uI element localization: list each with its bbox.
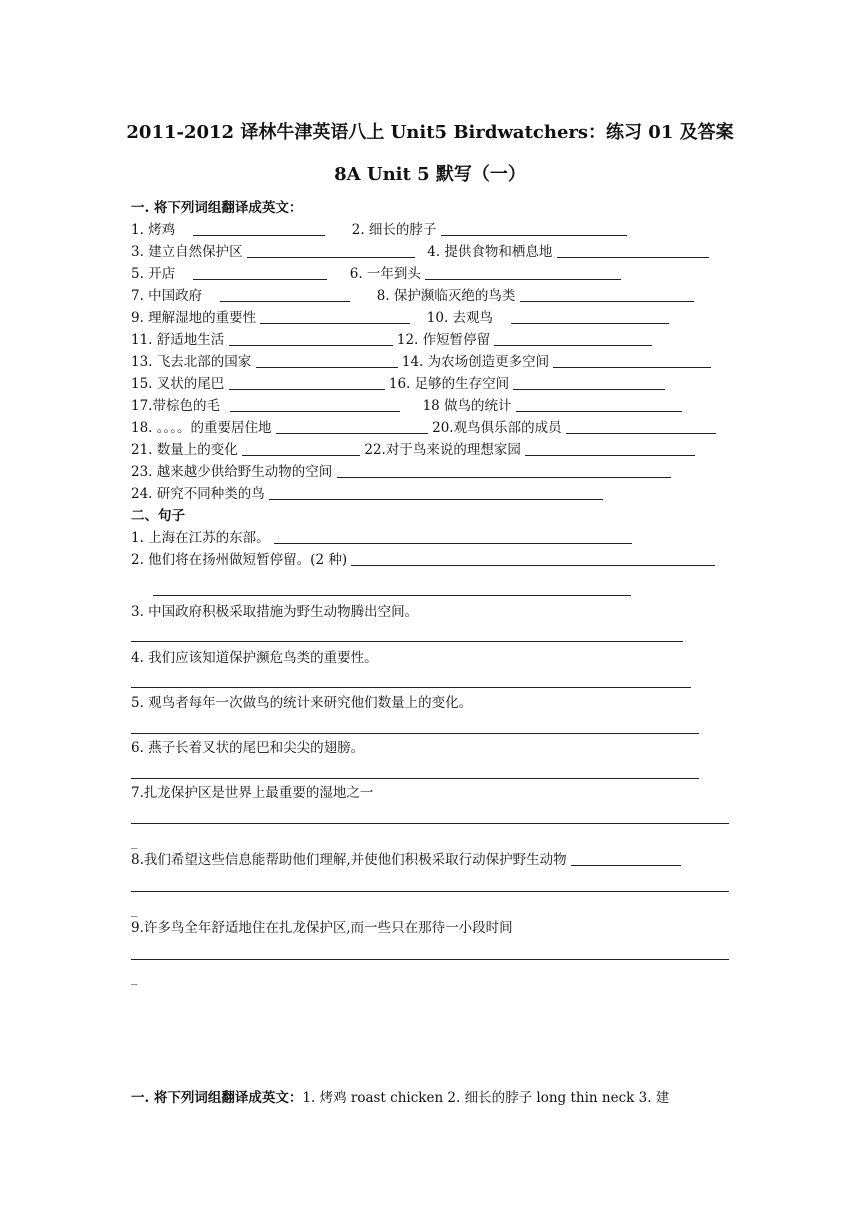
answers-heading: 一. 将下列词组翻译成英文： xyxy=(131,1090,303,1106)
vocab-row: 3. 建立自然保护区 4. 提供食物和栖息地 xyxy=(131,243,709,261)
answer-blank[interactable] xyxy=(525,441,695,456)
answer-line[interactable] xyxy=(131,733,699,734)
answer-line[interactable] xyxy=(131,778,699,779)
answer-blank[interactable] xyxy=(511,309,669,324)
continuation-mark: _ xyxy=(131,971,138,986)
sentence-item: 9.许多鸟全年舒适地住在扎龙保护区,而一些只在那待一小段时间 xyxy=(131,920,513,936)
answer-blank[interactable] xyxy=(220,287,350,302)
answer-blank[interactable] xyxy=(276,419,428,434)
answer-blank[interactable] xyxy=(571,851,681,866)
vocab-row: 11. 舒适地生活 12. 作短暂停留 xyxy=(131,331,652,349)
answer-blank[interactable] xyxy=(337,463,671,478)
sentence-item: 6. 燕子长着叉状的尾巴和尖尖的翅膀。 xyxy=(131,740,365,756)
answer-blank[interactable] xyxy=(242,441,360,456)
answer-blank[interactable] xyxy=(441,221,627,236)
answer-blank[interactable] xyxy=(269,485,603,500)
page-subtitle: 8A Unit 5 默写（一） xyxy=(334,164,526,185)
sentence-item: 4. 我们应该知道保护濒危鸟类的重要性。 xyxy=(131,650,378,666)
sentence-item: 3. 中国政府积极采取措施为野生动物腾出空间。 xyxy=(131,604,419,620)
answers-text: 1. 烤鸡 roast chicken 2. 细长的脖子 long thin neck 3. 建 xyxy=(302,1090,670,1106)
sentence-item: 5. 观鸟者每年一次做鸟的统计来研究他们数量上的变化。 xyxy=(131,695,473,711)
answer-blank[interactable] xyxy=(247,243,415,258)
vocab-row: 15. 叉状的尾巴 16. 足够的生存空间 xyxy=(131,375,665,393)
answer-blank[interactable] xyxy=(520,287,694,302)
answer-blank[interactable] xyxy=(516,397,682,412)
sentence-item: 1. 上海在江苏的东部。 xyxy=(131,529,632,547)
vocab-row: 21. 数量上的变化 22.对于鸟来说的理想家园 xyxy=(131,441,695,459)
answer-blank[interactable] xyxy=(494,331,652,346)
sentence-item: 8.我们希望这些信息能帮助他们理解,并使他们积极采取行动保护野生动物 xyxy=(131,851,681,869)
answer-line[interactable] xyxy=(131,687,691,688)
vocab-row: 1. 烤鸡 2. 细长的脖子 xyxy=(131,221,627,239)
answer-line[interactable] xyxy=(131,959,729,960)
answer-line[interactable] xyxy=(131,891,729,892)
answer-line[interactable] xyxy=(153,595,631,596)
answer-blank[interactable] xyxy=(229,331,393,346)
answer-blank[interactable] xyxy=(513,375,665,390)
sentence-item: 7.扎龙保护区是世界上最重要的湿地之一 xyxy=(131,785,374,801)
answer-blank[interactable] xyxy=(274,529,632,544)
vocab-row: 23. 越来越少供给野生动物的空间 xyxy=(131,463,671,481)
answer-line[interactable] xyxy=(131,823,729,824)
vocab-row: 18. 。。。。的重要居住地 20.观鸟俱乐部的成员 xyxy=(131,419,716,437)
answer-line[interactable] xyxy=(131,641,683,642)
answer-blank[interactable] xyxy=(557,243,709,258)
vocab-row: 17.带棕色的毛 18 做鸟的统计 xyxy=(131,397,682,415)
answer-blank[interactable] xyxy=(193,265,327,280)
vocab-row: 9. 理解湿地的重要性 10. 去观鸟 xyxy=(131,309,669,327)
page-title: 2011-2012 译林牛津英语八上 Unit5 Birdwatchers：练习 01 及答案 xyxy=(126,122,734,143)
answer-blank[interactable] xyxy=(229,375,385,390)
continuation-mark: _ xyxy=(131,835,138,850)
sentence-item: 2. 他们将在扬州做短暂停留。(2 种) xyxy=(131,551,715,569)
answer-blank[interactable] xyxy=(351,551,715,566)
continuation-mark: _ xyxy=(131,903,138,918)
vocab-row: 5. 开店 6. 一年到头 xyxy=(131,265,621,283)
answer-blank[interactable] xyxy=(256,353,398,368)
answer-blank[interactable] xyxy=(425,265,621,280)
answer-blank[interactable] xyxy=(230,397,400,412)
answer-blank[interactable] xyxy=(193,221,325,236)
vocab-row: 24. 研究不同种类的鸟 xyxy=(131,485,603,503)
vocab-row: 13. 飞去北部的国家 14. 为农场创造更多空间 xyxy=(131,353,711,371)
section2-heading: 二、句子 xyxy=(131,508,185,524)
vocab-row: 7. 中国政府 8. 保护濒临灭绝的鸟类 xyxy=(131,287,694,305)
answer-blank[interactable] xyxy=(553,353,711,368)
answer-blank[interactable] xyxy=(260,309,410,324)
answers-line xyxy=(131,1089,669,1107)
section1-heading: 一. 将下列词组翻译成英文： xyxy=(131,200,303,216)
answer-blank[interactable] xyxy=(566,419,716,434)
